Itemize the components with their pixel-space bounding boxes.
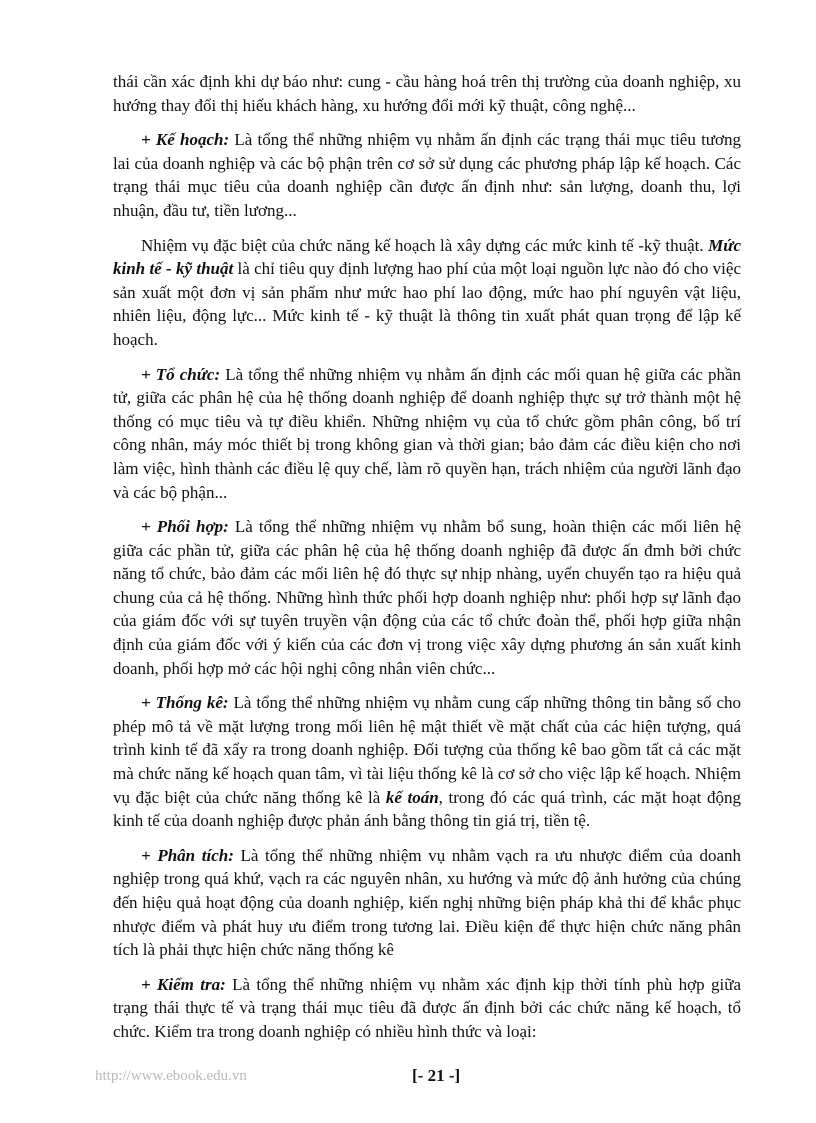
- term-ke-hoach: + Kế hoạch:: [141, 130, 230, 150]
- paragraph-thong-ke: + Thống kê: Là tổng thể những nhiệm vụ nhằm cung cấp những thông tin bằng số cho phép mô tả về mặt lượng trong mối liên hệ mật thiết về mặt chất của các hiện tượng, quá trình kinh tế đã xẩy ra trong doanh nghiệp. Đối tượng của thống kê bao gồm tất cả các mặt mà chức năng kế hoạch quan tâm, vì tài liệu thống kê là cơ sở cho việc lập kế hoạch. Nhiệm vụ đặc biệt của chức năng thống kê là kế toán, trong đó các quá trình, các mặt hoạt động kinh tế của doanh nghiệp được phản ánh bằng thông tin giá trị, tiền tệ.: [113, 693, 742, 831]
- term-muc-kinh-te-ky-thuat: Mức kinh tế - kỹ thuật: [113, 235, 741, 279]
- footer-url: http://www.ebook.edu.vn: [95, 1068, 247, 1084]
- term-ke-toan: kế toán: [385, 787, 439, 807]
- paragraph-to-chuc: + Tổ chức: Là tổng thể những nhiệm vụ nhằm ấn định các mối quan hệ giữa các phần tử, giữa các phân hệ của hệ thống doanh nghiệp để doanh nghiệp thực sự trở thành một hệ thống có mục tiêu và tự điều khiển. Những nhiệm vụ của tổ chức gồm phân công, bố trí công nhân, máy móc thiết bị trong không gian và thời gian; bảo đảm các điều kiện cho nơi làm việc, hình thành các điều lệ quy chế, làm rõ quyền hạn, trách nhiệm của người lãnh đạo và các bộ phận...: [113, 364, 741, 502]
- term-thong-ke: + Thống kê:: [141, 693, 229, 713]
- page-number: [- 21 -]: [412, 1066, 461, 1085]
- paragraph-phan-tich: + Phân tích: Là tổng thể những nhiệm vụ nhằm vạch ra ưu nhược điểm của doanh nghiệp trong quá khứ, vạch ra các nguyên nhân, xu hướng và mức độ ảnh hưởng của chúng đến hiệu quả hoạt động của doanh nghiệp, kiến nghị những biện pháp khả thi để khắc phục nhược điểm và phát huy ưu điểm trong tương lai. Điều kiện để thực hiện chức năng phân tích là phải thực hiện chức năng thống kê: [113, 845, 741, 960]
- term-to-chuc: + Tổ chức:: [141, 364, 221, 384]
- paragraph-phoi-hop: + Phối hợp: Là tổng thể những nhiệm vụ nhằm bổ sung, hoàn thiện các mối liên hệ giữa các phần tử, giữa các phân hệ của hệ thống doanh nghiệp đã được ấn đmh bởi chức năng tổ chức, bảo đảm các mối liên hệ đó thực sự nhịp nhàng, uyển chuyển tạo ra hiệu quả chung của cả hệ thống. Những hình thức phối hợp doanh nghiệp như: phối hợp sự lãnh đạo của giám đốc với sự tuyên truyền vận động của các tổ chức đoàn thể, phối hợp giữa nhận định của giám đốc với ý kiến của các đơn vị trong việc xây dựng phương án sản xuất kinh doanh, phối hợp mở các hội nghị công nhân viên chức...: [113, 517, 741, 678]
- paragraph-kiem-tra: + Kiểm tra: Là tổng thể những nhiệm vụ nhằm xác định kịp thời tính phù hợp giữa trạng thái thực tế và trạng thái mục tiêu đã được ấn định bởi các chức năng kế hoạch, tổ chức. Kiểm tra trong doanh nghiệp có nhiều hình thức và loại:: [113, 974, 741, 1041]
- paragraph-forecast-continuation: thái cần xác định khi dự báo như: cung - cầu hàng hoá trên thị trường của doanh nghiệp, xu hướng thay đổi thị hiếu khách hàng, xu hướng đổi mới kỹ thuật, công nghệ...: [113, 72, 741, 115]
- term-kiem-tra: + Kiểm tra:: [141, 974, 226, 994]
- paragraph-ke-hoach: + Kế hoạch: Là tổng thể những nhiệm vụ nhằm ấn định các trạng thái mục tiêu tương lai của doanh nghiệp và các bộ phận trên cơ sở sử dụng các phương pháp lập kế hoạch. Các trạng thái mục tiêu của doanh nghiệp cần được ấn định như: sản lượng, doanh thu, lợi nhuận, đầu tư, tiền lương...: [113, 130, 741, 220]
- term-phoi-hop: + Phối hợp:: [141, 517, 229, 537]
- document-body: [113, 70, 741, 1055]
- paragraph-muc-kinh-te: Nhiệm vụ đặc biệt của chức năng kế hoạch là xây dựng các mức kinh tế -kỹ thuật. Mức kinh tế - kỹ thuật là chỉ tiêu quy định lượng hao phí của một loại nguồn lực nào đó cho việc sản xuất một đơn vị sản phẩm như mức hao phí lao động, mức hao phí nguyên vật liệu, nhiên liệu, động lực... Mức kinh tế - kỹ thuật là thông tin xuất phát quan trọng để lập kế hoạch.: [113, 235, 741, 349]
- term-phan-tich: + Phân tích:: [141, 845, 234, 865]
